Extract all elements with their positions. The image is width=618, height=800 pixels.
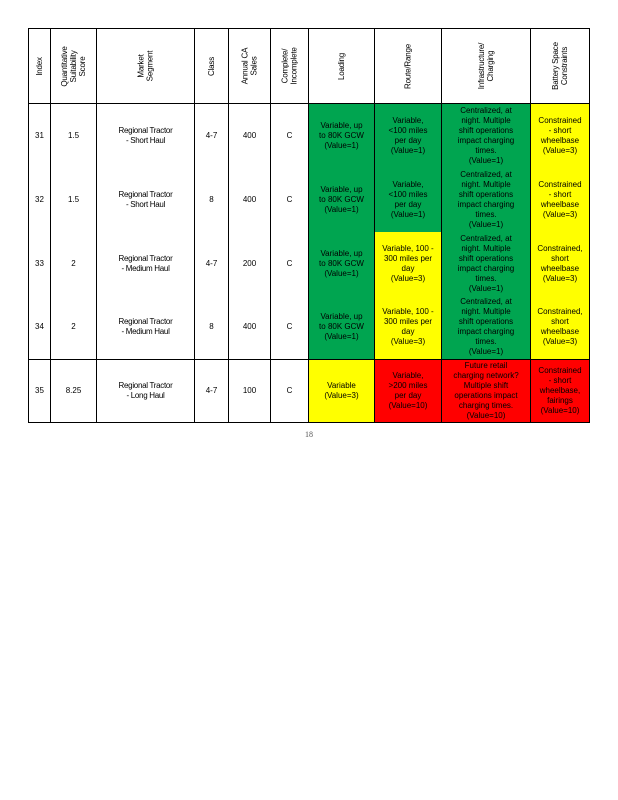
cell-infrastructure: Centralized, at night. Multiple shift operations impact charging times. (Value=1) <box>442 168 531 232</box>
header-battery: Battery Space Constraints <box>531 29 590 104</box>
header-loading: Loading <box>309 29 375 104</box>
cell-segment: Regional Tractor - Short Haul <box>97 168 195 232</box>
header-sales: Annual CA Sales <box>229 29 271 104</box>
cell-ci: C <box>271 360 309 423</box>
cell-route: Variable, <100 miles per day (Value=1) <box>375 104 442 168</box>
cell-loading: Variable (Value=3) <box>309 360 375 423</box>
table-row <box>29 360 590 423</box>
cell-sales: 400 <box>229 104 271 168</box>
cell-sales: 400 <box>229 168 271 232</box>
header-route: Route/Range <box>375 29 442 104</box>
header-complete: Complete/ Incomplete <box>271 29 309 104</box>
cell-index: 33 <box>29 232 51 296</box>
cell-battery: Constrained - short wheelbase (Value=3) <box>531 104 590 168</box>
cell-route: Variable, <100 miles per day (Value=1) <box>375 168 442 232</box>
header-class: Class <box>195 29 229 104</box>
cell-sales: 100 <box>229 360 271 423</box>
cell-ci: C <box>271 104 309 168</box>
table-row <box>29 232 590 296</box>
cell-segment: Regional Tractor - Short Haul <box>97 104 195 168</box>
cell-sales: 400 <box>229 296 271 360</box>
cell-score: 2 <box>51 296 97 360</box>
cell-index: 31 <box>29 104 51 168</box>
vehicle-suitability-table <box>28 28 590 423</box>
cell-score: 1.5 <box>51 168 97 232</box>
cell-class: 8 <box>195 168 229 232</box>
cell-class: 8 <box>195 296 229 360</box>
header-index: Index <box>29 29 51 104</box>
header-segment: Market Segment <box>97 29 195 104</box>
cell-index: 35 <box>29 360 51 423</box>
cell-battery: Constrained - short wheelbase, fairings (Value=10) <box>531 360 590 423</box>
cell-loading: Variable, up to 80K GCW (Value=1) <box>309 296 375 360</box>
cell-loading: Variable, up to 80K GCW (Value=1) <box>309 168 375 232</box>
cell-battery: Constrained - short wheelbase (Value=3) <box>531 168 590 232</box>
cell-battery: Constrained, short wheelbase (Value=3) <box>531 232 590 296</box>
cell-route: Variable, 100 - 300 miles per day (Value=3) <box>375 232 442 296</box>
cell-segment: Regional Tractor - Long Haul <box>97 360 195 423</box>
cell-ci: C <box>271 168 309 232</box>
header-row <box>29 29 590 104</box>
header-infrastructure: Infrastructure/ Charging <box>442 29 531 104</box>
cell-score: 1.5 <box>51 104 97 168</box>
header-score: Quantitative Suitability Score <box>51 29 97 104</box>
cell-infrastructure: Future retail charging network? Multiple shift operations impact charging times. (Value=10) <box>442 360 531 423</box>
table-row <box>29 104 590 168</box>
cell-loading: Variable, up to 80K GCW (Value=1) <box>309 232 375 296</box>
page-number: 18 <box>305 430 313 439</box>
cell-class: 4-7 <box>195 104 229 168</box>
cell-class: 4-7 <box>195 232 229 296</box>
cell-battery: Constrained, short wheelbase (Value=3) <box>531 296 590 360</box>
table-row <box>29 168 590 232</box>
table-row <box>29 296 590 360</box>
cell-score: 2 <box>51 232 97 296</box>
cell-infrastructure: Centralized, at night. Multiple shift operations impact charging times. (Value=1) <box>442 232 531 296</box>
cell-ci: C <box>271 232 309 296</box>
cell-ci: C <box>271 296 309 360</box>
cell-infrastructure: Centralized, at night. Multiple shift operations impact charging times. (Value=1) <box>442 296 531 360</box>
cell-infrastructure: Centralized, at night. Multiple shift operations impact charging times. (Value=1) <box>442 104 531 168</box>
cell-index: 34 <box>29 296 51 360</box>
cell-loading: Variable, up to 80K GCW (Value=1) <box>309 104 375 168</box>
cell-sales: 200 <box>229 232 271 296</box>
cell-route: Variable, 100 - 300 miles per day (Value=3) <box>375 296 442 360</box>
cell-class: 4-7 <box>195 360 229 423</box>
cell-route: Variable, >200 miles per day (Value=10) <box>375 360 442 423</box>
cell-score: 8.25 <box>51 360 97 423</box>
cell-index: 32 <box>29 168 51 232</box>
cell-segment: Regional Tractor - Medium Haul <box>97 232 195 296</box>
cell-segment: Regional Tractor - Medium Haul <box>97 296 195 360</box>
